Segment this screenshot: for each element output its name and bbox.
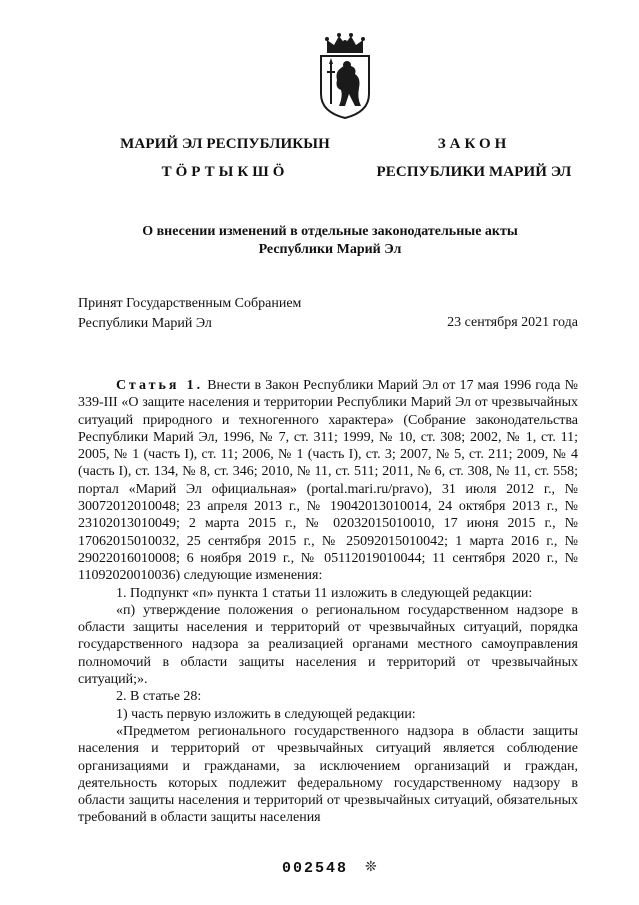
header-mari-republic-name: МАРИЙ ЭЛ РЕСПУБЛИКЫН <box>120 136 330 152</box>
paragraph-2-1: 1) часть первую изложить в следующей редакции: <box>116 706 416 722</box>
paragraph-1-text: «п) утверждение положения о региональном государственном надзоре в области защиты населения и территорий от чрезвычайных ситуаций, порядка государственного надзора за реализацией органами местного самоуправления полномочий в области защиты населения и территорий от чрезвычайных ситуаций;». <box>78 602 578 688</box>
header-law-mari: ТӦРТЫКШӦ <box>161 164 289 180</box>
article-label: Статья 1. <box>116 378 204 393</box>
law-title <box>80 223 580 259</box>
serial-number: 002548 <box>282 860 349 877</box>
article1-intro <box>78 377 578 585</box>
law-title-line1: О внесении изменений в отдельные законодательные акты <box>142 224 518 239</box>
adoption-date: 23 сентября 2021 года <box>447 315 578 330</box>
article1-intro-text: Внести в Закон Республики Марий Эл от 17 мая 1996 года № 339-III «О защите населения и территории Республики Марий Эл от чрезвычайных ситуаций природного и техногенного характера» (Собрание законодательства Республики Марий Эл, 1996, № 7, ст. 311; 1999, № 10, ст. 308; 2002, № 1, ст. 11; 2005, № 1 (часть I), ст. 11; 2006, № 1 (часть I), ст. 3; 2007, № 5, ст. 211; 2009, № 4 (часть I), ст. 134, № 8, ст. 346; 2010, № 11, ст. 511; 2011, № 6, ст. 308, № 11, ст. 558; портал «Марий Эл официальная» (portal.mari.ru/pravo), 31 июля 2012 г., № 30072012010048; 23 апреля 2013 г., № 19042013010014, 24 октября 2013 г., № 23102013010049; 2 марта 2015 г., № 02032015010010, 17 июня 2015 г., № 17062015010032, 25 сентября 2015 г., № 25092015010042; 1 марта 2016 г., № 29022016010008; 6 ноября 2019 г., № 05112019010044; 11 сентября 2020 г., № 11092020010036) следующие изменения: <box>78 378 578 584</box>
header-law: ЗАКОН <box>437 136 511 152</box>
adoption-line2: Республики Марий Эл <box>78 316 212 331</box>
coat-of-arms-icon <box>317 32 373 120</box>
adoption-line1: Принят Государственным Собранием <box>78 296 302 311</box>
adoption-statement <box>78 294 301 334</box>
header-republic-name: РЕСПУБЛИКИ МАРИЙ ЭЛ <box>376 164 572 180</box>
article-body <box>78 377 578 827</box>
law-title-line2: Республики Марий Эл <box>258 242 402 257</box>
paragraph-1: 1. Подпункт «п» пункта 1 статьи 11 изложить в следующей редакции: <box>116 585 533 601</box>
ornament-mark: ❊ <box>365 860 377 875</box>
paragraph-2: 2. В статье 28: <box>116 689 202 705</box>
paragraph-2-1-text: «Предметом регионального государственного надзора в области защиты населения и территорий от чрезвычайных ситуаций является соблюдение организациями и гражданами, за исключением организаций и граждан, деятельность которых подлежит федеральному государственному надзору в области защиты населения и территорий от чрезвычайных ситуаций, обязательных требований в области защиты населения <box>78 723 578 826</box>
